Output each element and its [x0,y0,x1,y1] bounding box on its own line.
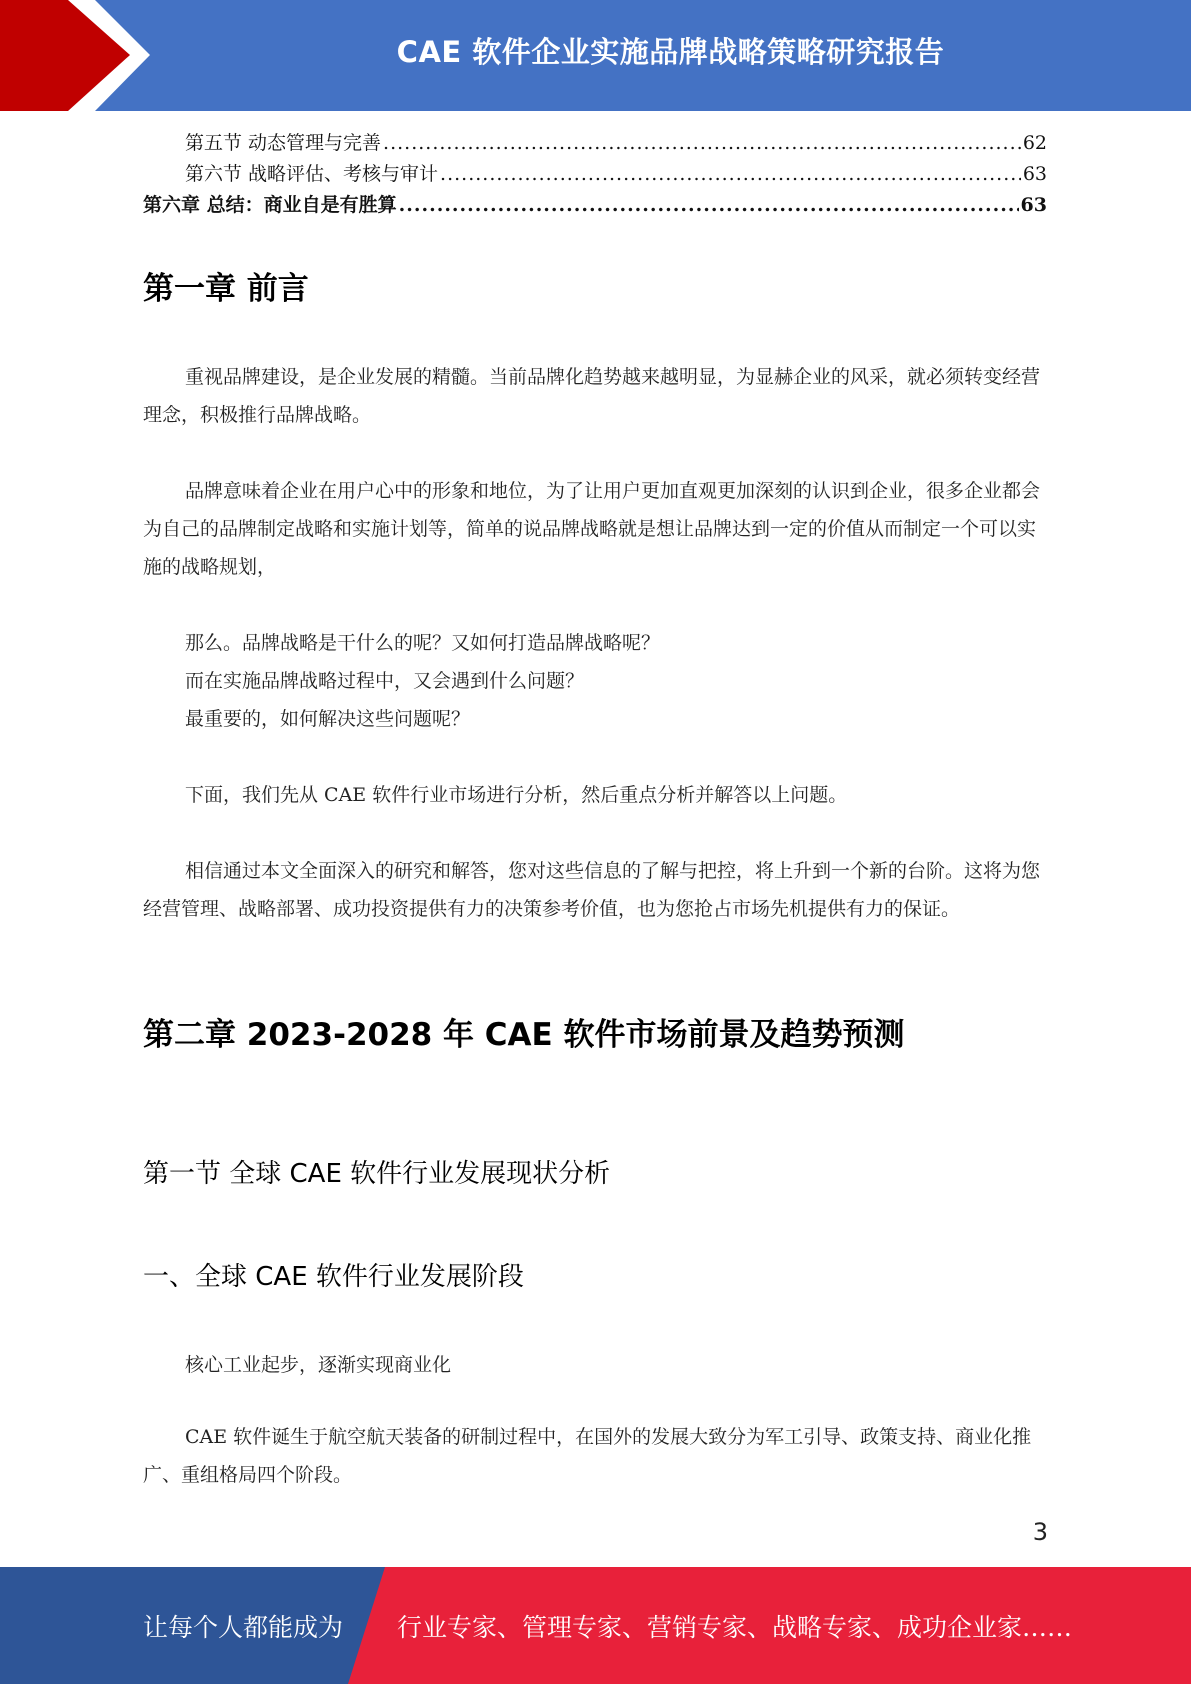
chapter-1-heading: 第一章 前言 [143,271,309,307]
paragraph: 相信通过本文全面深入的研究和解答，您对这些信息的了解与把控，将上升到一个新的台阶。这将为您经营管理、战略部署、成功投资提供有力的决策参考价值，也为您抢占市场先机提供有力的保证。 [143,860,1041,920]
page-header [0,0,1191,111]
toc-entry-page: 63 [1022,163,1047,185]
paragraph: CAE 软件诞生于航空航天装备的研制过程中，在国外的发展大致分为军工引导、政策支持、商业化推广、重组格局四个阶段。 [143,1426,1032,1486]
page-number: 3 [1032,1518,1048,1546]
question-line: 那么。品牌战略是干什么的呢？又如何打造品牌战略呢？ [185,632,661,654]
paragraph: 品牌意味着企业在用户心中的形象和地位，为了让用户更加直观更加深刻的认识到企业，很多企业都会为自己的品牌制定战略和实施计划等，简单的说品牌战略就是想让品牌达到一定的价值从而制定一个可以实施的战略规划， [143,480,1041,578]
subsection-heading: 一、全球 CAE 软件行业发展阶段 [143,1262,524,1292]
footer-slogan-right: 行业专家、管理专家、营销专家、战略专家、成功企业家…… [397,1612,1073,1642]
report-title: CAE 软件企业实施品牌战略策略研究报告 [396,34,945,69]
toc-leader-dots [399,190,1019,221]
section-heading: 第一节 全球 CAE 软件行业发展现状分析 [143,1159,611,1189]
footer-slogan-left: 让每个人都能成为 [143,1612,344,1642]
toc-entry[interactable] [143,190,1047,221]
toc-entry-label: 第五节 动态管理与完善 [185,132,382,154]
toc-leader-dots [440,159,1021,190]
paragraph: 下面，我们先从 CAE 软件行业市场进行分析，然后重点分析并解答以上问题。 [185,784,848,806]
toc-entry[interactable] [143,128,1047,159]
toc-entry-page: 62 [1022,132,1047,154]
page-footer [0,1567,1191,1684]
table-of-contents [143,128,1047,221]
paragraph: 重视品牌建设，是企业发展的精髓。当前品牌化趋势越来越明显，为显赫企业的风采，就必须转变经营理念，积极推行品牌战略。 [143,366,1041,426]
toc-leader-dots [383,128,1021,159]
toc-entry-label: 第六章 总结：商业自是有胜算 [143,194,397,216]
chapter-2-heading: 第二章 2023-2028 年 CAE 软件市场前景及趋势预测 [143,1017,905,1053]
question-line: 而在实施品牌战略过程中，又会遇到什么问题？ [185,670,585,692]
paragraph: 核心工业起步，逐渐实现商业化 [185,1354,452,1376]
question-line: 最重要的，如何解决这些问题呢？ [185,708,471,730]
header-arrow-decoration [0,0,160,111]
toc-entry-page: 63 [1020,194,1047,216]
toc-entry-label: 第六节 战略评估、考核与审计 [185,163,439,185]
toc-entry[interactable] [143,159,1047,190]
